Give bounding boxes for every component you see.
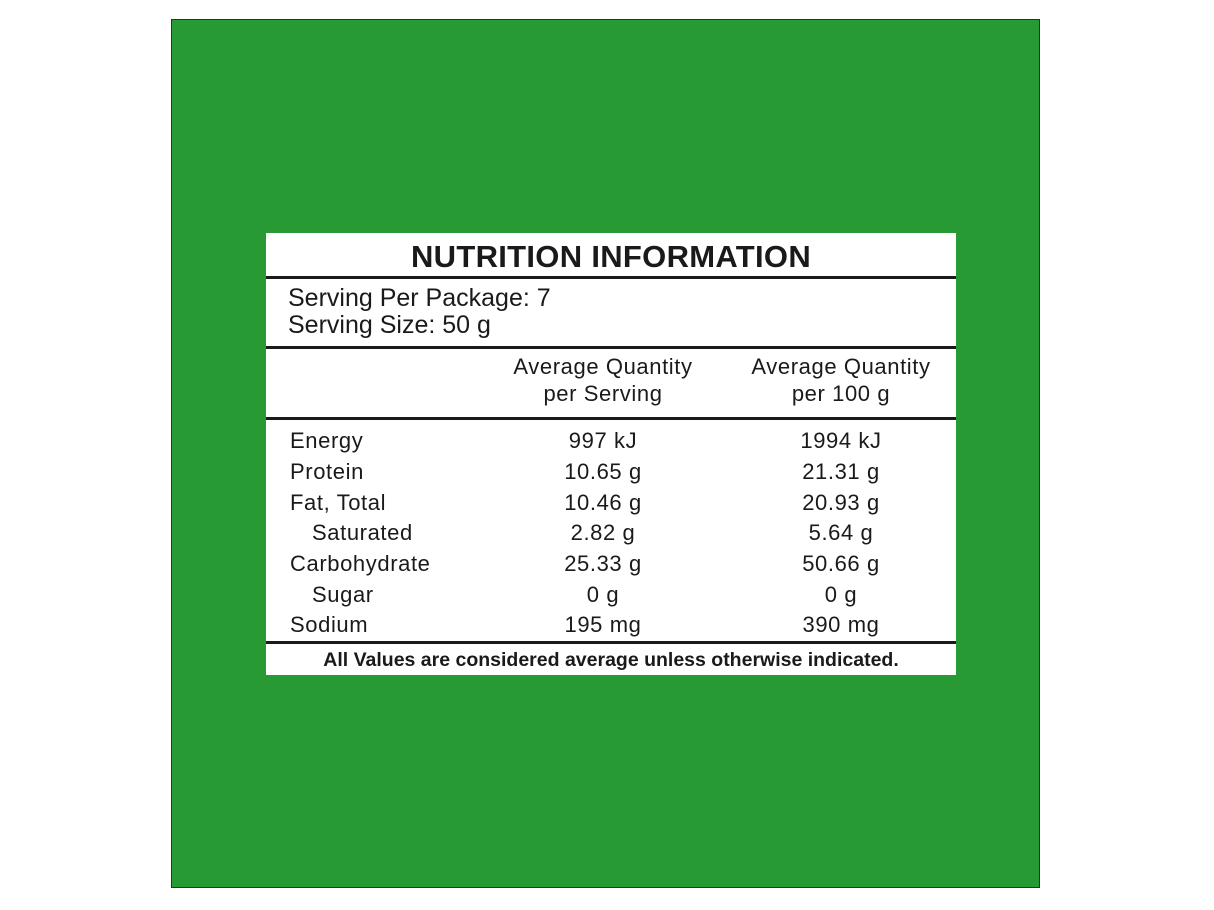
nutrient-name: Sugar xyxy=(312,582,374,607)
value-per-serving: 195 mg xyxy=(564,612,642,637)
value-per-100g: 5.64 g xyxy=(808,520,874,545)
footer-note: All Values are considered average unless otherwise indicated. xyxy=(323,649,899,671)
value-per-100g: 21.31 g xyxy=(802,459,880,484)
nutrient-row-carbohydrate xyxy=(266,548,956,579)
nutrient-name: Saturated xyxy=(312,520,413,545)
nutrient-name: Carbohydrate xyxy=(290,551,431,576)
serving-divider xyxy=(266,346,956,349)
value-per-serving: 997 kJ xyxy=(568,428,638,453)
title-divider xyxy=(266,276,956,279)
value-per-100g: 20.93 g xyxy=(802,490,880,515)
value-per-100g: 1994 kJ xyxy=(800,428,882,453)
serving-size: Serving Size: 50 g xyxy=(288,311,491,339)
column-header-line: per Serving xyxy=(543,381,663,406)
nutrient-name: Energy xyxy=(290,428,364,453)
nutrition-label xyxy=(266,233,956,675)
nutrient-name: Sodium xyxy=(290,612,369,637)
column-header-line: Average Quantity xyxy=(751,354,931,379)
value-per-100g: 390 mg xyxy=(802,612,880,637)
column-header-line: Average Quantity xyxy=(513,354,693,379)
label-title: NUTRITION INFORMATION xyxy=(410,239,812,274)
nutrient-name: Protein xyxy=(290,459,364,484)
value-per-serving: 25.33 g xyxy=(564,551,642,576)
value-per-100g: 50.66 g xyxy=(802,551,880,576)
value-per-serving: 2.82 g xyxy=(570,520,636,545)
nutrient-row-sugar xyxy=(266,579,956,610)
value-per-serving: 10.65 g xyxy=(564,459,642,484)
value-per-serving: 10.46 g xyxy=(564,490,642,515)
serving-info xyxy=(288,285,551,339)
servings-per-package: Serving Per Package: 7 xyxy=(288,284,551,312)
nutrient-row-protein xyxy=(266,456,956,487)
footer-divider xyxy=(266,641,956,644)
nutrient-row-saturated xyxy=(266,517,956,548)
nutrient-row-fat-total xyxy=(266,487,956,518)
column-header-per-100g xyxy=(731,353,951,407)
column-header-line: per 100 g xyxy=(791,381,891,406)
nutrient-name: Fat, Total xyxy=(290,490,387,515)
value-per-100g: 0 g xyxy=(824,582,858,607)
value-per-serving: 0 g xyxy=(586,582,620,607)
column-header-per-serving xyxy=(493,353,713,407)
nutrient-row-energy xyxy=(266,425,956,456)
header-divider xyxy=(266,417,956,420)
nutrient-row-sodium xyxy=(266,609,956,640)
